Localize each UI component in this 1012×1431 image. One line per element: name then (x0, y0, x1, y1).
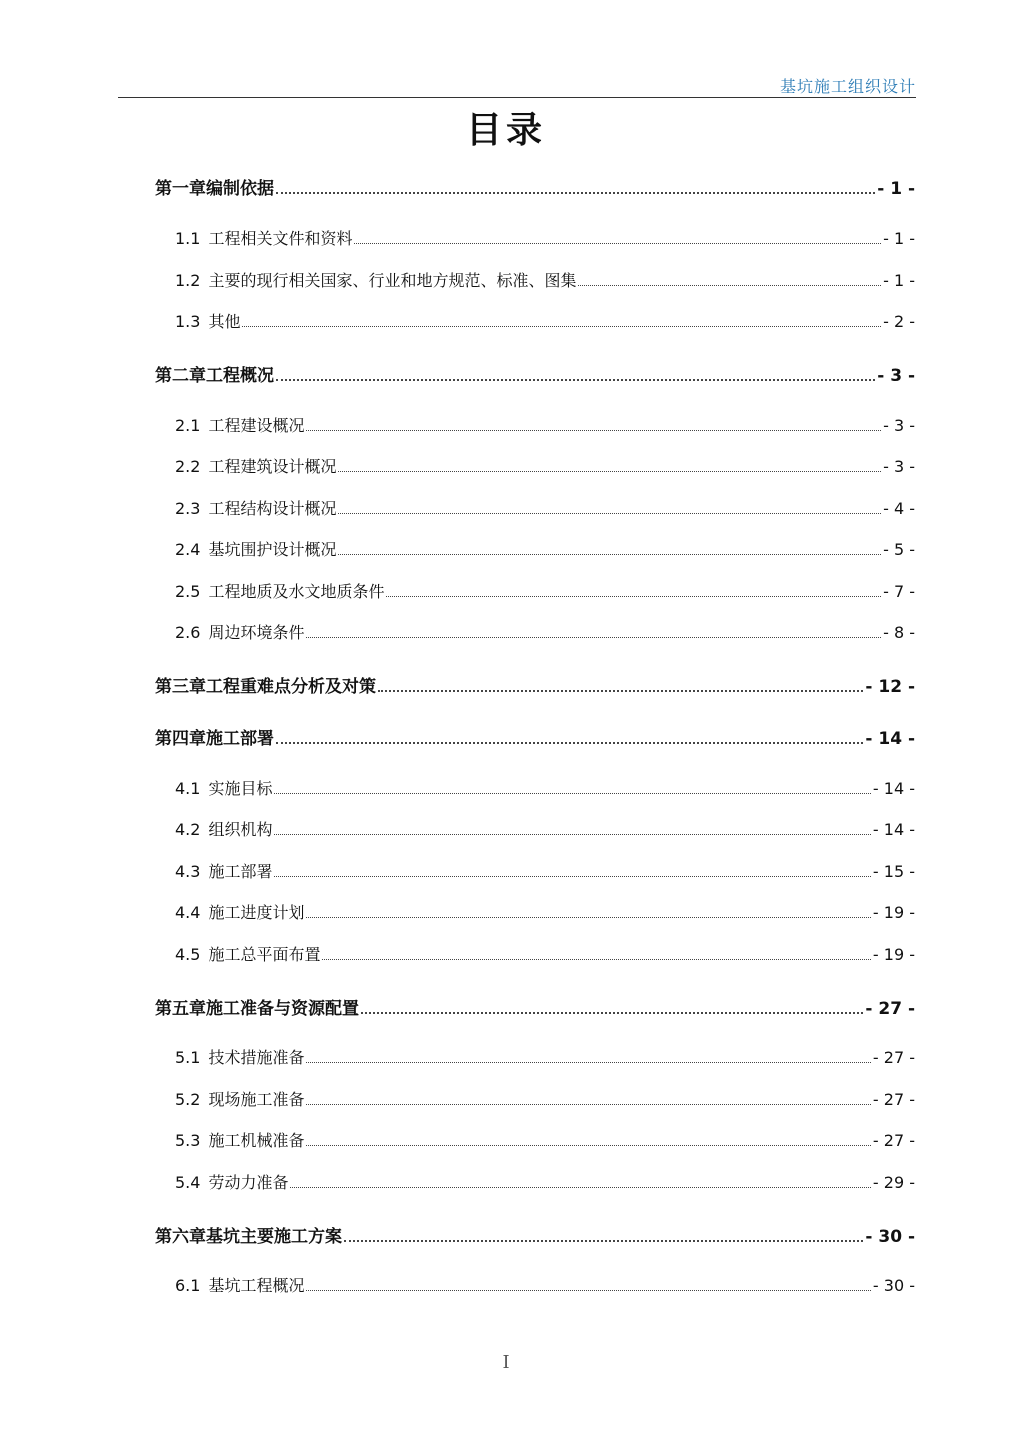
toc-entry-page: - 8 - (883, 623, 915, 642)
toc-entry-number: 2.4 (175, 540, 201, 559)
toc-section-entry[interactable] (175, 620, 915, 643)
toc-dot-leader (344, 1240, 863, 1242)
toc-section-entry[interactable] (175, 1087, 915, 1110)
toc-entry-page: - 12 - (865, 677, 915, 697)
toc-entry-page: - 5 - (883, 540, 915, 559)
toc-dot-leader (361, 1012, 863, 1014)
toc-chapter-entry[interactable] (155, 1222, 915, 1247)
toc-entry-title: 基坑围护设计概况 (208, 540, 337, 559)
toc-entry-title: 工程地质及水文地质条件 (208, 582, 385, 601)
toc-entry-page: - 3 - (877, 366, 915, 386)
toc-chapter-entry[interactable] (155, 672, 915, 697)
toc-dot-leader (378, 690, 863, 692)
toc-entry-page: - 30 - (865, 1227, 915, 1247)
toc-chapter-entry[interactable] (155, 994, 915, 1019)
toc-entry-number: 4.4 (175, 903, 201, 922)
toc-entry-number: 1.2 (175, 271, 201, 290)
toc-entry-title: 第二章工程概况 (155, 366, 274, 386)
toc-dot-leader (276, 192, 875, 194)
toc-entry-title: 工程相关文件和资料 (208, 229, 353, 248)
toc-section-entry[interactable] (175, 1045, 915, 1068)
toc-dot-leader (338, 554, 881, 555)
toc-entry-page: - 3 - (883, 416, 915, 435)
toc-entry-page: - 14 - (872, 820, 915, 839)
toc-dot-leader (338, 513, 881, 514)
toc-dot-leader (242, 326, 881, 327)
toc-entry-number: 1.1 (175, 229, 201, 248)
toc-section-entry[interactable] (175, 268, 915, 291)
toc-dot-leader (338, 471, 881, 472)
toc-entry-title: 工程建筑设计概况 (208, 457, 337, 476)
toc-entry-number: 2.5 (175, 582, 201, 601)
toc-section-entry[interactable] (175, 859, 915, 882)
toc-entry-number: 2.6 (175, 623, 201, 642)
toc-dot-leader (306, 1290, 870, 1291)
toc-entry-title: 第四章施工部署 (155, 729, 274, 749)
toc-entry-page: - 15 - (872, 862, 915, 881)
toc-section-entry[interactable] (175, 537, 915, 560)
toc-entry-page: - 1 - (883, 229, 915, 248)
toc-section-entry[interactable] (175, 454, 915, 477)
toc-dot-leader (274, 834, 870, 835)
toc-entry-title: 实施目标 (208, 779, 273, 798)
toc-entry-page: - 27 - (872, 1048, 915, 1067)
toc-entry-page: - 14 - (872, 779, 915, 798)
toc-entry-number: 6.1 (175, 1276, 201, 1295)
toc-entry-title: 第一章编制依据 (155, 179, 274, 199)
toc-entry-title: 基坑工程概况 (208, 1276, 305, 1295)
toc-entry-title: 施工部署 (208, 862, 273, 881)
toc-entry-title: 第六章基坑主要施工方案 (155, 1227, 342, 1247)
toc-entry-title: 技术措施准备 (208, 1048, 305, 1067)
toc-entry-page: - 29 - (872, 1173, 915, 1192)
toc-entry-page: - 1 - (877, 179, 915, 199)
toc-section-entry[interactable] (175, 309, 915, 332)
toc-entry-title: 劳动力准备 (208, 1173, 289, 1192)
toc-entry-number: 2.3 (175, 499, 201, 518)
toc-dot-leader (274, 793, 870, 794)
toc-entry-title: 施工进度计划 (208, 903, 305, 922)
toc-dot-leader (276, 742, 863, 744)
toc-entry-page: - 19 - (872, 945, 915, 964)
toc-dot-leader (306, 430, 881, 431)
toc-entry-page: - 1 - (883, 271, 915, 290)
toc-entry-page: - 30 - (872, 1276, 915, 1295)
toc-dot-leader (578, 285, 881, 286)
toc-dot-leader (386, 596, 881, 597)
header-rule (118, 97, 916, 98)
toc-entry-number: 5.3 (175, 1131, 201, 1150)
toc-dot-leader (306, 1145, 870, 1146)
toc-dot-leader (274, 876, 870, 877)
toc-section-entry[interactable] (175, 942, 915, 965)
toc-entry-title: 周边环境条件 (208, 623, 305, 642)
toc-entry-number: 4.5 (175, 945, 201, 964)
toc-entry-title: 组织机构 (208, 820, 273, 839)
toc-section-entry[interactable] (175, 413, 915, 436)
toc-entry-page: - 19 - (872, 903, 915, 922)
toc-entry-number: 4.3 (175, 862, 201, 881)
toc-entry-number: 4.2 (175, 820, 201, 839)
toc-section-entry[interactable] (175, 496, 915, 519)
toc-dot-leader (306, 1062, 870, 1063)
toc-entry-page: - 27 - (872, 1131, 915, 1150)
toc-section-entry[interactable] (175, 776, 915, 799)
toc-section-entry[interactable] (175, 1170, 915, 1193)
toc-entry-title: 工程结构设计概况 (208, 499, 337, 518)
page-title: 目录 (465, 109, 546, 151)
toc-dot-leader (322, 959, 870, 960)
toc-entry-page: - 3 - (883, 457, 915, 476)
toc-chapter-entry[interactable] (155, 724, 915, 749)
toc-entry-title: 现场施工准备 (208, 1090, 305, 1109)
toc-chapter-entry[interactable] (155, 174, 915, 199)
toc-entry-number: 2.1 (175, 416, 201, 435)
toc-entry-title: 施工机械准备 (208, 1131, 305, 1150)
toc-dot-leader (306, 1104, 870, 1105)
toc-section-entry[interactable] (175, 1273, 915, 1296)
toc-dot-leader (354, 243, 881, 244)
toc-entry-page: - 27 - (865, 999, 915, 1019)
toc-entry-number: 4.1 (175, 779, 201, 798)
toc-entry-number: 5.2 (175, 1090, 201, 1109)
toc-dot-leader (306, 917, 870, 918)
toc-entry-page: - 27 - (872, 1090, 915, 1109)
toc-dot-leader (290, 1187, 870, 1188)
toc-section-entry[interactable] (175, 579, 915, 602)
toc-entry-title: 第三章工程重难点分析及对策 (155, 677, 376, 697)
toc-entry-title: 主要的现行相关国家、行业和地方规范、标准、图集 (208, 271, 577, 290)
toc-section-entry[interactable] (175, 817, 915, 840)
toc-entry-number: 1.3 (175, 312, 201, 331)
toc-entry-title: 施工总平面布置 (208, 945, 321, 964)
toc-entry-page: - 4 - (883, 499, 915, 518)
toc-entry-page: - 7 - (883, 582, 915, 601)
toc-entry-page: - 14 - (865, 729, 915, 749)
toc-entry-title: 其他 (208, 312, 241, 331)
toc-dot-leader (276, 379, 875, 381)
toc-entry-title: 工程建设概况 (208, 416, 305, 435)
toc-chapter-entry[interactable] (155, 361, 915, 386)
toc-entry-number: 5.4 (175, 1173, 201, 1192)
toc-dot-leader (306, 637, 881, 638)
running-header-title: 基坑施工组织设计 (779, 77, 916, 96)
toc-entry-page: - 2 - (883, 312, 915, 331)
toc-section-entry[interactable] (175, 226, 915, 249)
toc-entry-number: 5.1 (175, 1048, 201, 1067)
toc-entry-number: 2.2 (175, 457, 201, 476)
toc-section-entry[interactable] (175, 1128, 915, 1151)
footer-page-number: I (502, 1352, 510, 1373)
toc-section-entry[interactable] (175, 900, 915, 923)
toc-entry-title: 第五章施工准备与资源配置 (155, 999, 359, 1019)
